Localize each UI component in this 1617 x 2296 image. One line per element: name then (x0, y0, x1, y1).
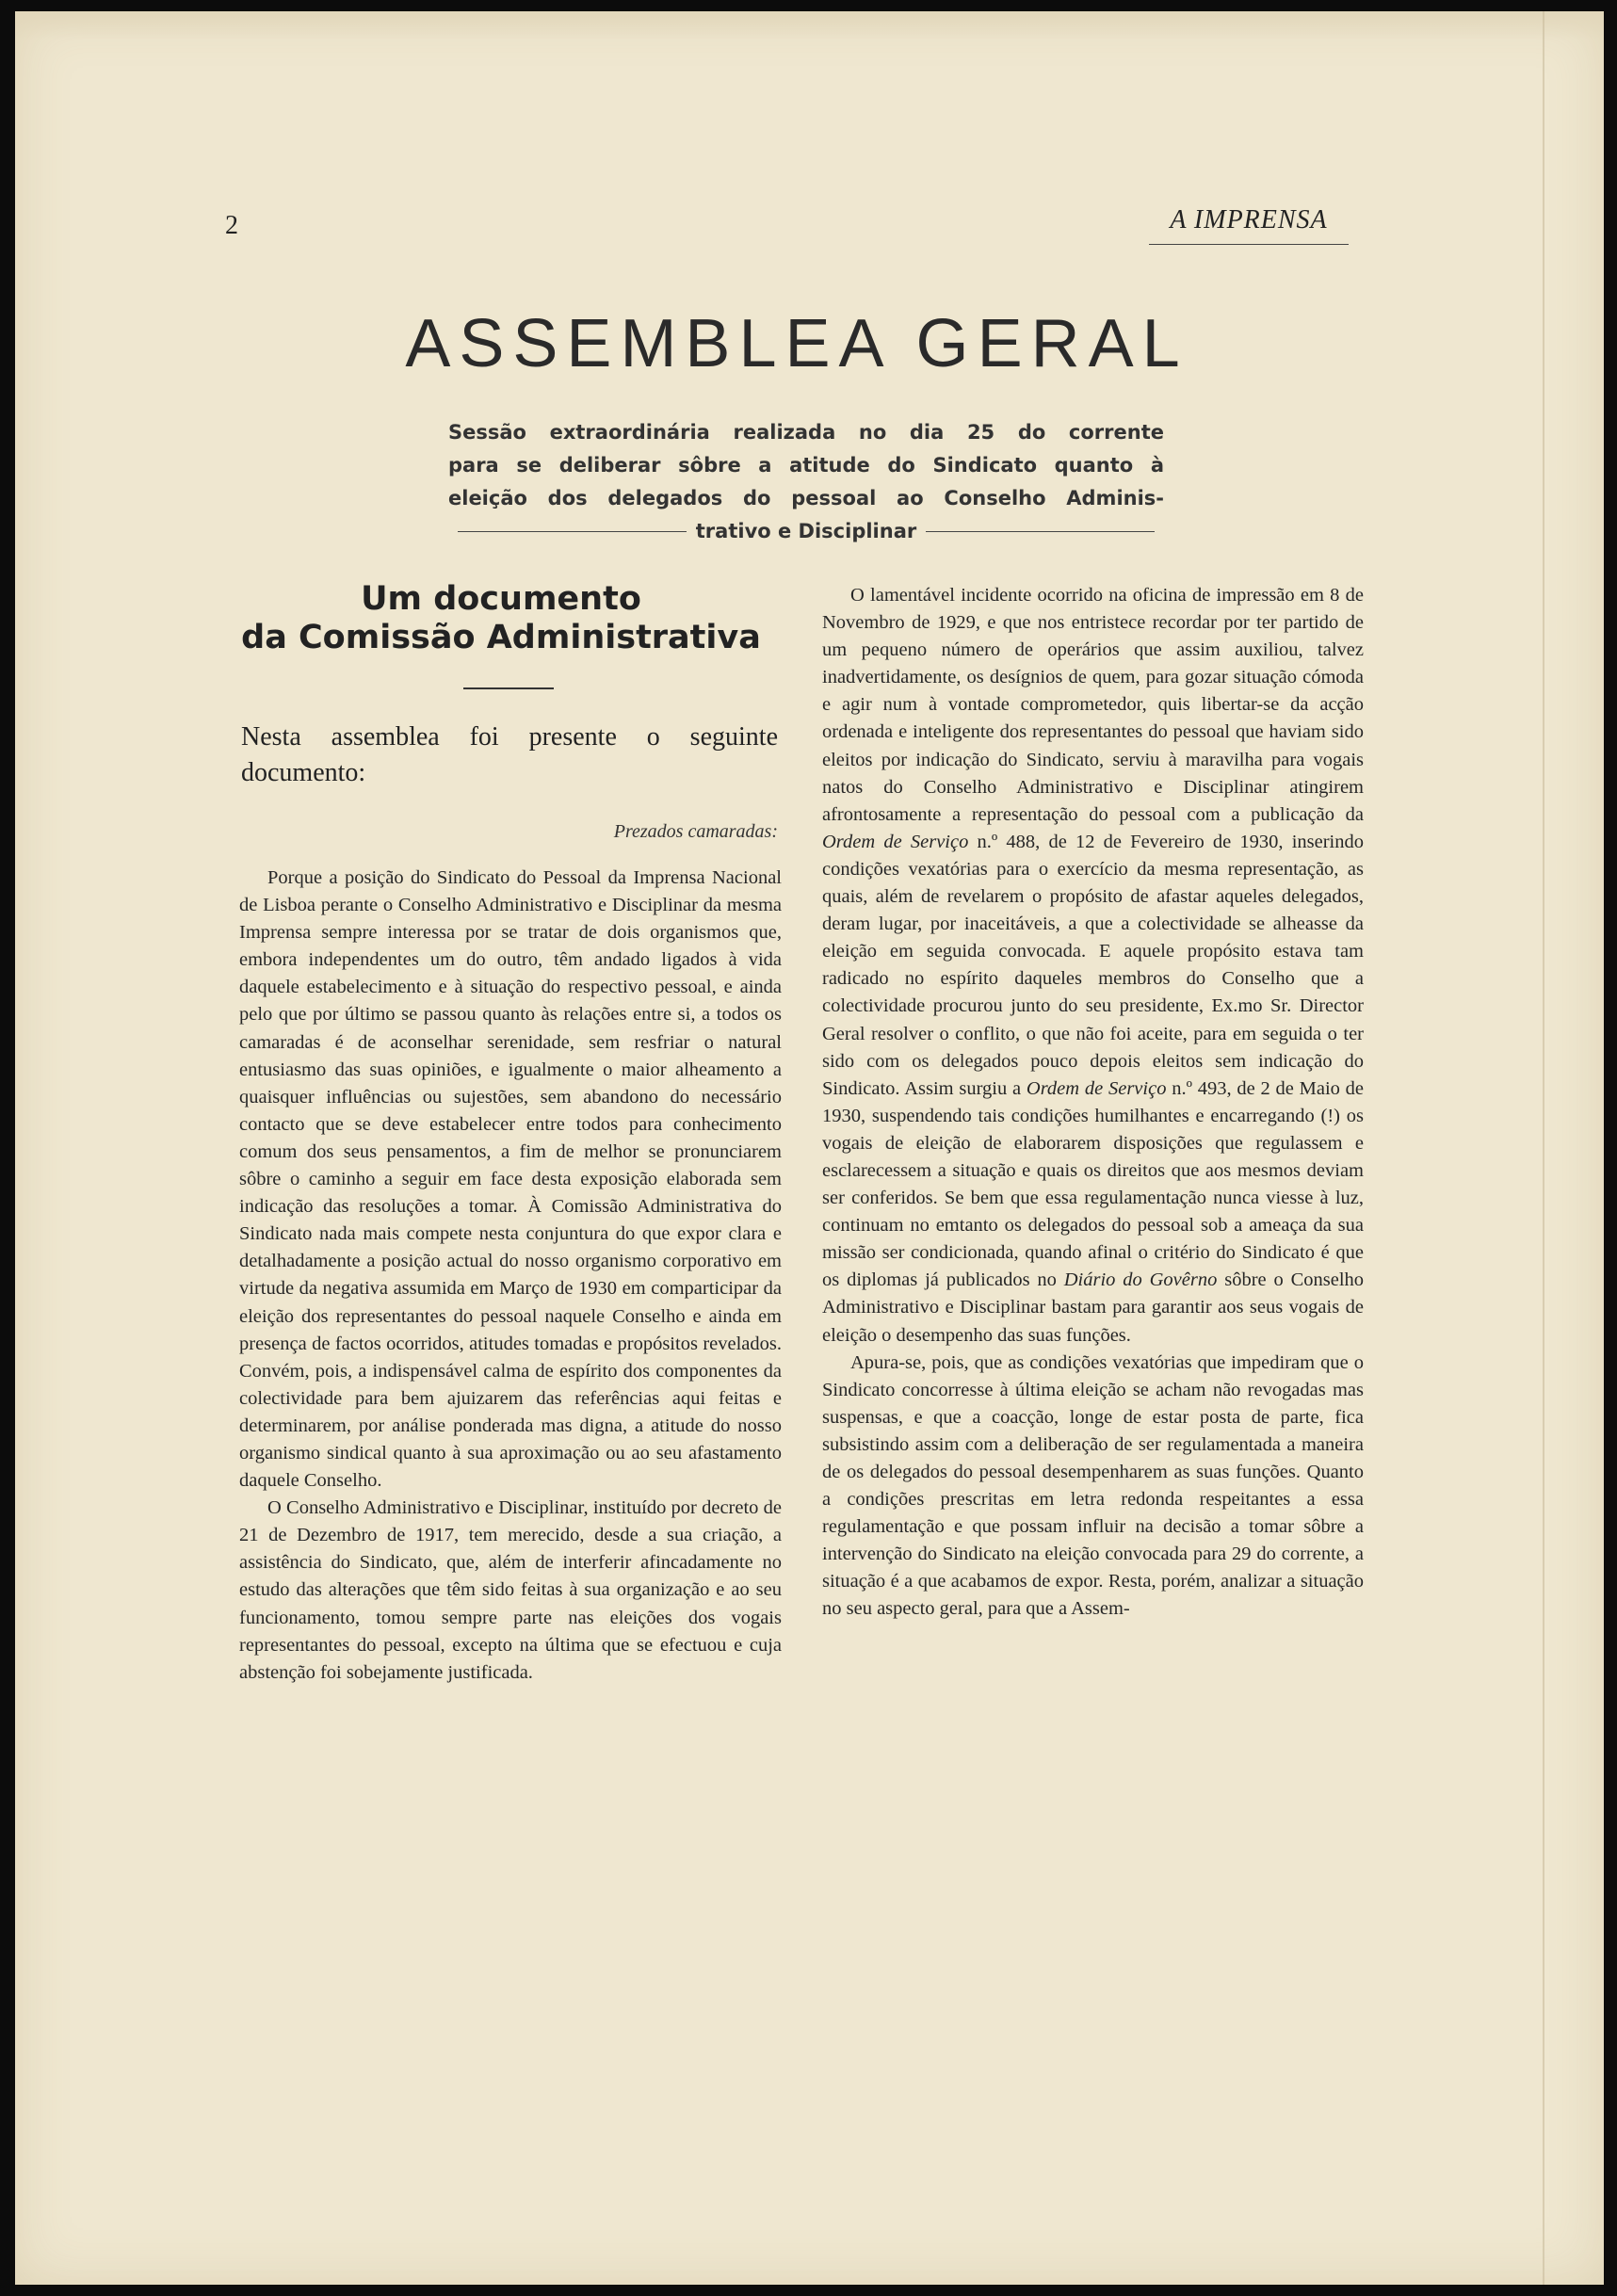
document-title (218, 580, 784, 657)
page-edge-shadow (15, 11, 1604, 40)
paragraph: Apura-se, pois, que as condições vexatórias que impediram que o Sindicato concorresse à última eleição se acham não revogadas mas suspensas, e que a coacção, longe de estar posta de parte, fica subsistindo assim com a deliberação de ser regulamentada a maneira de os delegados do pessoal desempenharem as suas funções. Quanto a condições prescritas em letra redonda respeitantes a essa regulamentação e que possam influir na decisão a tomar sôbre a intervenção do Sindicato na eleição convocada para 29 do corrente, a situação é a que acabamos de expor. Resta, porém, analizar a situação no seu aspecto geral, para que a Assem- (822, 1351, 1364, 1620)
text-run: n.º 488, de 12 de Fevereiro de 1930, inserindo condições vexatórias para o exercício da mesma representação, as quais, além de revelarem o propósito de afastar aqueles delegados, deram lugar, por inaceitáveis, a que a colectividade se alheasse da eleição em seguida convocada. E aquele propósito estava tam radicado no espírito daqueles membros do Conselho que a colectividade procurou junto do seu presidente, Ex.mo Sr. Director Geral resolver o conflito, o que não foi aceite, para em seguida o ter sido com os delegados pouco depois eleitos sem indicação do Sindicato. Assim surgiu a (822, 831, 1364, 1099)
left-column (239, 865, 782, 1687)
document-title-rule (463, 687, 554, 689)
headline: ASSEMBLEA GERAL (405, 306, 1188, 381)
subtitle-line: trativo e Disciplinar (695, 520, 917, 542)
text-run: sôbre o Conselho Administrativo e Disciplinar bastam para garantir aos seus vogais de eleição o desempenho das suas funções. (822, 1269, 1365, 1346)
running-title-rule (1149, 244, 1349, 245)
document-intro: Nesta assemblea foi presente o seguinte documento: (241, 722, 778, 787)
salutation: Prezados camaradas: (613, 821, 778, 842)
page-number: 2 (225, 211, 238, 240)
subtitle-dash-right (926, 531, 1155, 532)
paper-fold-line (1543, 11, 1544, 2285)
document-title-line: Um documento (361, 580, 641, 618)
italic-reference: Diário do Govêrno (1063, 1269, 1218, 1291)
text-run: n.º 493, de 2 de Maio de 1930, suspendendo tais condições humilhantes e encarregando (!) os vogais de eleição de elaborarem disposições que regulassem e esclarecessem a situação e quais os direitos que aos mesmos deviam ser conferidos. Se bem que essa regulamentação nunca viesse à luz, continuam no emtanto os delegados do pessoal sob a ameaça da sua missão ser condicionada, quando afinal o critério do Sindicato é que os diplomas já publicados no (822, 1077, 1365, 1291)
subtitle-line: para se deliberar sôbre a atitude do Sindicato quanto à (448, 454, 1164, 477)
subtitle-line: eleição dos delegados do pessoal ao Conselho Adminis- (448, 487, 1164, 509)
subtitle-line: Sessão extraordinária realizada no dia 25 do corrente (448, 421, 1164, 444)
running-title: A IMPRENSA (1170, 205, 1328, 234)
subtitle (448, 416, 1164, 548)
subtitle-last-line (448, 515, 1164, 548)
paragraph: O Conselho Administrativo e Disciplinar, instituído por decreto de 21 de Dezembro de 1917, tem merecido, desde a sua criação, a assistência do Sindicato, que, além de interferir afincadamente no estudo das alterações que têm sido feitas à sua organização e ao seu funcionamento, tomou sempre parte nas eleições dos vogais representantes do pessoal, excepto na última que se efectuou e cuja abstenção foi sobejamente justificada. (239, 1497, 782, 1683)
italic-reference: Ordem de Serviço (822, 831, 969, 852)
italic-reference: Ordem de Serviço (1026, 1077, 1167, 1099)
paragraph (822, 582, 1364, 1350)
right-column (822, 582, 1364, 1624)
paragraph: Porque a posição do Sindicato do Pessoal da Imprensa Nacional de Lisboa perante o Conselho Administrativo e Disciplinar da mesma Imprensa sempre interessa por se tratar de dois organismos que, embora independentes um do outro, têm andado ligados à vida daquele estabelecimento e à situação do respectivo pessoal, e ainda pelo que por último se passou quanto às relações entre si, a todos os camaradas é de aconselhar serenidade, sem resfriar o natural entusiasmo das suas opiniões, e igualmente o maior alheamento a quaisquer influências ou sujestões, sem abandono do necessário contacto que se deve estabelecer entre todos para conhecimento comum dos seus pensamentos, a fim de melhor se pronunciarem sôbre o caminho a seguir em face desta exposição elaborada sem indicação das resoluções a tomar. À Comissão Administrativa do Sindicato nada mais compete nesta conjuntura do que expor clara e detalhadamente a posição actual do nosso organismo corporativo em virtude da negativa assumida em Março de 1930 em comparticipar da eleição dos representantes do pessoal naquele Conselho e ainda em presença de factos ocorridos, atitudes tomadas e propósitos revelados. Convém, pois, a indispensável calma de espírito dos componentes da colectividade para bem ajuizarem das referências aqui feitas e determinarem, por análise ponderada mas digna, a atitude do nosso organismo sindical quanto à sua aproximação ou ao seu afastamento daquele Conselho. (239, 867, 782, 1492)
text-run: O lamentável incidente ocorrido na oficina de impressão em 8 de Novembro de 1929, e que nos entristece recordar por ter partido de um pequeno número de operários que assim auxiliou, talvez inadvertidamente, os desígnios de quem, para gozar situação cómoda e agir num à vontade comprometedor, quis libertar-se da acção ordenada e inteligente dos representantes do pessoal que haviam sido eleitos por indicação do Sindicato, serviu à maravilha para vogais natos do Conselho Administrativo e Disciplinar atingirem afrontosamente a representação do pessoal com a publicação da (822, 585, 1364, 825)
newspaper-page (15, 11, 1604, 2285)
document-title-line: da Comissão Administrativa (241, 619, 761, 656)
subtitle-dash-left (458, 531, 687, 532)
